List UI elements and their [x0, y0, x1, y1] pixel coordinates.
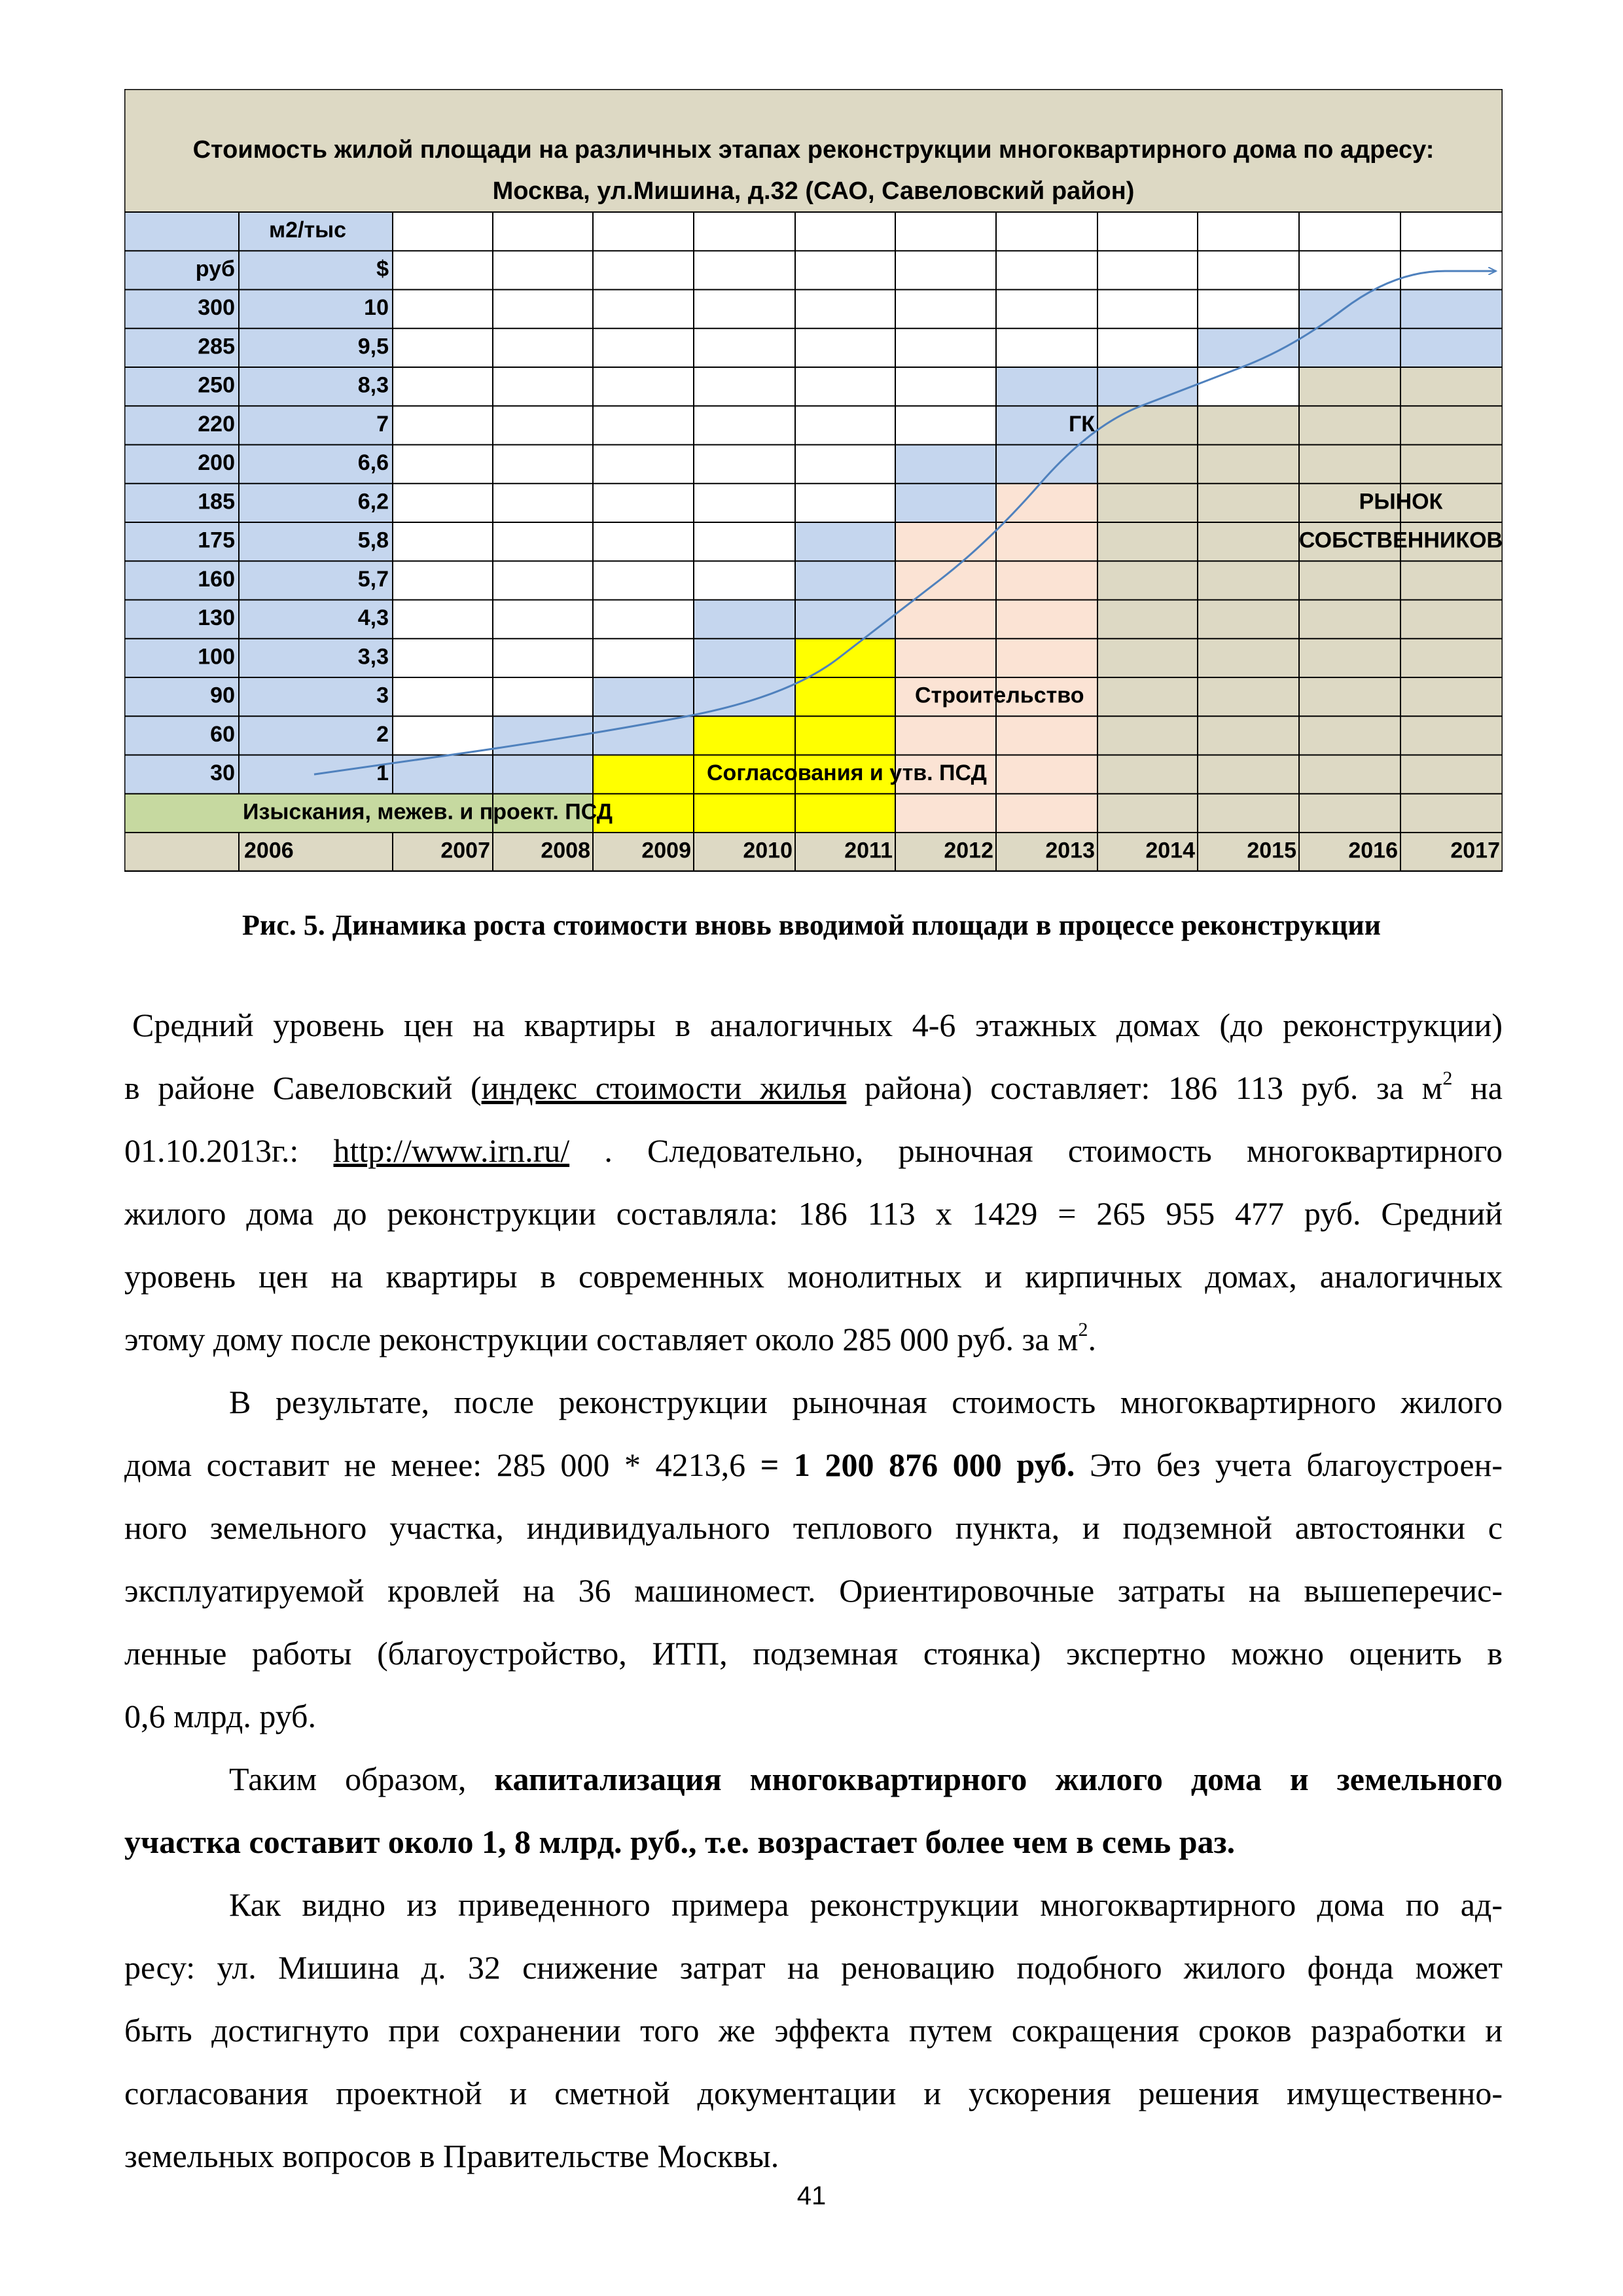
stage-cell: [996, 755, 1097, 794]
value-label-usd: 2: [376, 721, 389, 747]
value-axis-bg: [124, 212, 393, 794]
value-label-rub: 175: [198, 528, 235, 553]
stage-cell: [795, 639, 895, 677]
stage-cell: [1299, 639, 1400, 677]
stage-cell: [1299, 406, 1400, 444]
value-label-rub: 220: [198, 411, 235, 437]
value-label-usd: 6,6: [357, 450, 389, 476]
irn-link[interactable]: http://www.irn.ru/: [333, 1132, 570, 1169]
value-label-rub: 185: [198, 489, 235, 514]
stage-cell: [895, 794, 996, 833]
stage-cell: [593, 755, 694, 794]
stage-cell: [1299, 561, 1400, 600]
p4-line-5: земельных вопросов в Правительстве Москвы.: [124, 2138, 779, 2174]
stage-label-survey: Изыскания, межев. и проект. ПСД: [243, 799, 613, 825]
value-label-usd: 8,3: [357, 372, 389, 398]
stage-cell: [895, 484, 996, 522]
stage-cell: [1198, 716, 1299, 755]
year-label: 2015: [1247, 838, 1296, 863]
stage-cell: [1299, 677, 1400, 716]
stage-cell: [1400, 794, 1503, 833]
stage-cell: [1400, 639, 1503, 677]
stage-cell: [795, 677, 895, 716]
p2-line-1: В результате, после реконструкции рыночная стоимость многоквартирного жилого: [229, 1384, 1503, 1420]
stage-cell: [1198, 677, 1299, 716]
stage-cell: [1299, 794, 1400, 833]
page-number: 41: [796, 2181, 827, 2210]
p2-line-4: эксплуатируемой кровлей на 36 машиномест. Ориентировочные затраты на вышеперечис-: [124, 1572, 1503, 1609]
value-label-rub: 160: [198, 566, 235, 592]
stage-cell: [895, 522, 996, 561]
stage-cell: [895, 716, 996, 755]
value-label-usd: 3,3: [357, 644, 389, 670]
stage-cell: [493, 755, 593, 794]
value-label-usd: 4,3: [357, 605, 389, 631]
paragraph-2: [124, 1371, 1503, 1748]
stage-cell: [1299, 367, 1400, 406]
stage-cell: [1097, 716, 1198, 755]
stage-cell: [1400, 367, 1503, 406]
stage-cell: [996, 794, 1097, 833]
value-label-usd: 5,8: [357, 528, 389, 553]
stage-cell: [1400, 561, 1503, 600]
stage-cell: [1097, 445, 1198, 484]
stage-cell: [1400, 406, 1503, 444]
value-label-rub: 250: [198, 372, 235, 398]
p4-line-2: ресу: ул. Мишина д. 32 снижение затрат на реновацию подобного жилого фонда может: [124, 1949, 1503, 1986]
stage-cell: [795, 794, 895, 833]
stage-cell: [895, 445, 996, 484]
stage-label-owners: СОБСТВЕННИКОВ: [1298, 528, 1503, 553]
value-label-usd: 7: [376, 411, 389, 437]
stage-cell: [593, 677, 694, 716]
stage-cell: [694, 639, 795, 677]
year-label: 2009: [641, 838, 691, 863]
stage-cell: [1198, 522, 1299, 561]
value-label-usd: 9,5: [357, 334, 389, 359]
stage-cell: [795, 716, 895, 755]
stage-cell: [593, 716, 694, 755]
stage-cell: [1198, 600, 1299, 639]
p1-line-1: Средний уровень цен на квартиры в аналогичных 4-6 этажных домах (до реконструкции): [132, 1007, 1503, 1043]
stage-cell: [1198, 561, 1299, 600]
stage-cell: [1299, 755, 1400, 794]
stage-cell: [996, 716, 1097, 755]
stage-cell: [1299, 716, 1400, 755]
stage-cell: [996, 445, 1097, 484]
value-label-usd: 10: [364, 295, 389, 321]
stage-cell: [1299, 329, 1400, 367]
stage-cell: [1198, 755, 1299, 794]
header-unit-rub-2: руб: [195, 256, 235, 281]
stage-cell: [1299, 290, 1400, 329]
stage-cell: [996, 639, 1097, 677]
value-label-usd: 5,7: [357, 566, 389, 592]
price-index-link[interactable]: индекс стоимости жилья: [481, 1069, 847, 1106]
stage-cell: [1097, 677, 1198, 716]
year-label: 2011: [844, 838, 893, 863]
stage-cell: [1299, 445, 1400, 484]
year-label: 2014: [1145, 838, 1195, 863]
p2-line-6: 0,6 млрд. руб.: [124, 1698, 316, 1734]
stage-cell: [1198, 639, 1299, 677]
stage-cell: [1198, 445, 1299, 484]
stage-cell: [1400, 290, 1503, 329]
stage-cell: [1400, 329, 1503, 367]
stage-cell: [1299, 600, 1400, 639]
stage-cell: [996, 561, 1097, 600]
p1-line-4: жилого дома до реконструкции составляла: 186 113 х 1429 = 265 955 477 руб. Средний: [124, 1195, 1503, 1232]
stage-cell: [1097, 522, 1198, 561]
stage-label-market: РЫНОК: [1359, 489, 1443, 514]
stage-cell: [1400, 755, 1503, 794]
stage-cell: [1198, 794, 1299, 833]
value-label-rub: 60: [210, 721, 235, 747]
year-label: 2007: [440, 838, 490, 863]
stage-label-approval: Согласования и утв. ПСД: [707, 761, 987, 786]
p3-line-2: участка составит около 1, 8 млрд. руб., т.е. возрастает более чем в семь раз.: [124, 1823, 1236, 1860]
year-label: 2013: [1045, 838, 1095, 863]
value-label-usd: 3: [376, 683, 389, 708]
stage-cell: [895, 639, 996, 677]
stage-cell: [1097, 367, 1198, 406]
value-label-rub: 130: [198, 605, 235, 631]
stage-cell: [1097, 561, 1198, 600]
stage-cell: [1097, 794, 1198, 833]
value-label-rub: 285: [198, 334, 235, 359]
stage-cell: [996, 522, 1097, 561]
p4-line-4: согласования проектной и сметной документации и ускорения решения имущественно-: [124, 2075, 1503, 2111]
year-label: 2010: [743, 838, 793, 863]
stage-cell: [1097, 755, 1198, 794]
paragraph-1: [124, 994, 1503, 1371]
p4-line-1: Как видно из приведенного примера реконструкции многоквартирного дома по ад-: [229, 1886, 1503, 1923]
p1-line-5: уровень цен на квартиры в современных монолитных и кирпичных домах, аналогичных: [124, 1258, 1503, 1295]
header-unit-rub-1: м2/тыс: [268, 217, 347, 243]
stage-cell: [694, 716, 795, 755]
p2-line-2: дома составит не менее: 285 000 * 4213,6 = 1 200 876 000 руб. Это без учета благоустроен-: [124, 1446, 1503, 1483]
p1-line-3: 01.10.2013г.: http://www.irn.ru/ . Следовательно, рыночная стоимость многоквартирного: [124, 1132, 1503, 1169]
stage-cell: [795, 600, 895, 639]
figure-caption: Рис. 5. Динамика роста стоимости вновь вводимой площади в процессе реконструкции: [241, 909, 1382, 941]
stage-cell: [694, 677, 795, 716]
stage-cell: [1400, 445, 1503, 484]
stage-cell: [1400, 600, 1503, 639]
stage-label-construction: Строительство: [915, 683, 1084, 708]
p1-line-6: этому дому после реконструкции составляет около 285 000 руб. за $м^2$.: [124, 1319, 1097, 1357]
stage-cell: [1198, 406, 1299, 444]
stage-label-gk: ГК: [1068, 411, 1095, 437]
p2-line-5: ленные работы (благоустройство, ИТП, подземная стоянка) экспертно можно оценить в: [124, 1635, 1503, 1672]
value-label-usd: 6,2: [357, 489, 389, 514]
p3-line-1: Таким образом, капитализация многоквартирного жилого дома и земельного: [229, 1761, 1503, 1797]
price-stage-chart: [124, 89, 1503, 872]
stage-cell: [795, 561, 895, 600]
stage-cell: [694, 600, 795, 639]
stage-cell: [795, 522, 895, 561]
year-label: 2017: [1450, 838, 1500, 863]
year-label: 2016: [1348, 838, 1398, 863]
chart-subtitle: Москва, ул.Мишина, д.32 (САО, Савеловский район): [492, 177, 1135, 206]
stage-cell: [1097, 406, 1198, 444]
stage-cell: [996, 600, 1097, 639]
value-label-rub: 90: [210, 683, 235, 708]
paragraph-4: [124, 1873, 1503, 2187]
value-label-rub: 300: [198, 295, 235, 321]
paragraph-3: [124, 1748, 1503, 1873]
year-label: 2012: [944, 838, 993, 863]
header-unit-usd: $: [376, 256, 389, 281]
year-label: 2006: [244, 838, 294, 863]
value-label-usd: 1: [376, 761, 389, 786]
year-label: 2008: [541, 838, 590, 863]
stage-cell: [1400, 677, 1503, 716]
stage-cell: [895, 561, 996, 600]
p1-line-2: в районе Савеловский (индекс стоимости жилья района) составляет: 186 113 руб. за $м^2$ на: [124, 1067, 1503, 1106]
value-label-rub: 100: [198, 644, 235, 670]
stage-cell: [1400, 716, 1503, 755]
chart-svg: [124, 89, 1503, 872]
stage-cell: [1097, 484, 1198, 522]
value-label-rub: 30: [210, 761, 235, 786]
stage-cell: [996, 367, 1097, 406]
value-label-rub: 200: [198, 450, 235, 476]
p4-line-3: быть достигнуто при сохранении того же эффекта путем сокращения сроков разработки и: [124, 2012, 1503, 2049]
p2-line-3: ного земельного участка, индивидуального теплового пункта, и подземной автостоянки с: [124, 1509, 1503, 1546]
chart-title: Стоимость жилой площади на различных этапах реконструкции многоквартирного дома по адресу:: [192, 136, 1435, 164]
stage-cell: [1097, 639, 1198, 677]
stage-cell: [895, 600, 996, 639]
stage-cell: [1198, 484, 1299, 522]
stage-cell: [1097, 600, 1198, 639]
stage-cell: [694, 794, 795, 833]
